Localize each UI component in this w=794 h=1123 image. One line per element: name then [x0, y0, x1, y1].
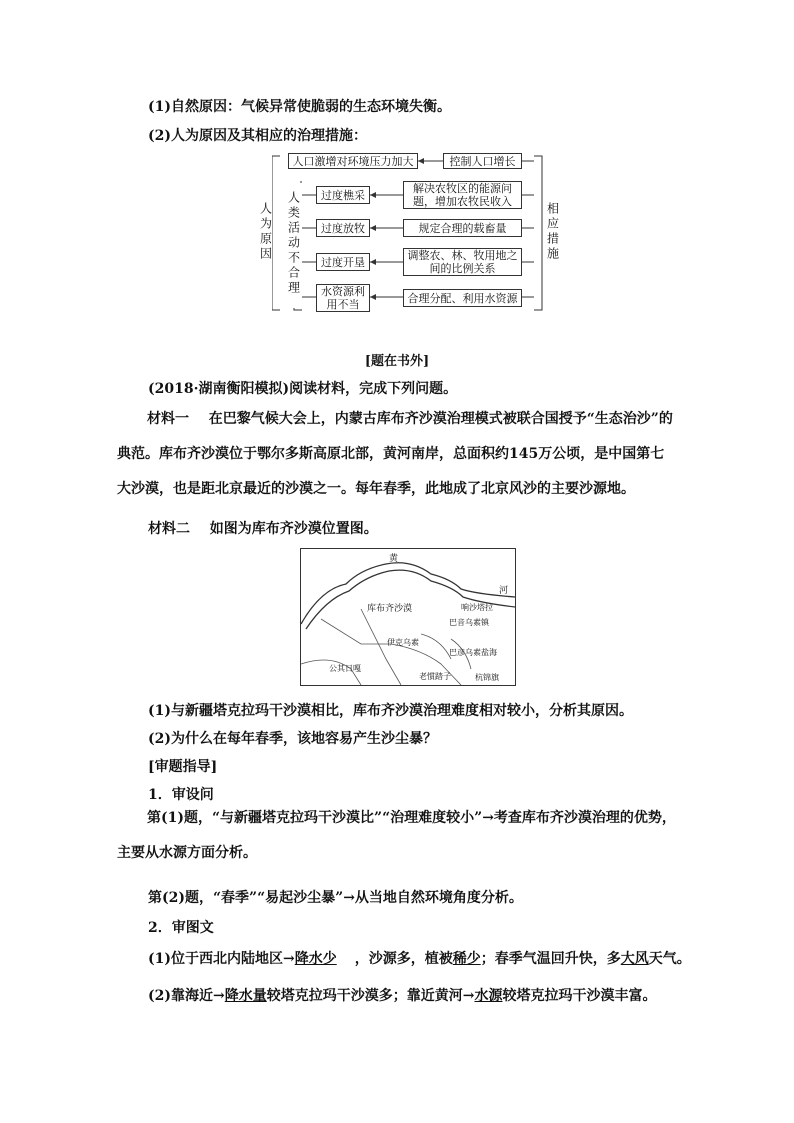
map-label-g: 杭锦旗 [475, 673, 499, 682]
map-label-c: 伊克乌素 [387, 638, 419, 647]
underlined-answer: 降水量 [224, 988, 267, 1004]
text-segment: 天气。 [648, 951, 691, 967]
text-segment: (1)位于西北内陆地区→ [148, 951, 295, 967]
guide-2-line-2 [148, 985, 656, 1005]
cause-box: 过度放牧 [316, 219, 370, 237]
underlined-answer: 稀少 [452, 951, 481, 967]
guide-2-title: 2．审图文 [148, 920, 214, 936]
guide-1-paragraph-2: 第(2)题，“春季”“易起沙尘暴”→从当地自然环境角度分析。 [148, 890, 523, 906]
map-label-desert: 库布齐沙漠 [367, 604, 413, 614]
guide-title: [审题指导] [148, 759, 218, 775]
measure-box: 规定合理的载畜量 [403, 219, 522, 237]
material-one-text: 在巴黎气候大会上，内蒙古库布齐沙漠治理模式被联合国授予“生态治沙”的典范。库布齐沙漠位于鄂尔多斯高原北部，黄河南岸，总面积约145万公顷，是中国第七大沙漠，也是距北京最近的沙漠之一。每年春季，此地成了北京风沙的主要沙源地。 [117, 411, 673, 497]
cause-box: 过度开垦 [316, 253, 370, 271]
intro-line: (2018·湖南衡阳模拟)阅读材料，完成下列问题。 [148, 381, 458, 397]
human-cause-label: 人为原因 [258, 152, 272, 312]
guide-1-title: 1．审设问 [148, 787, 214, 803]
guide-1-paragraph-1: 第(1)题，“与新疆塔克拉玛干沙漠比”“治理难度较小”→考查库布齐沙漠治理的优势，主要从水源方面分析。 [117, 810, 676, 861]
population-control-box: 控制人口增长 [443, 153, 522, 169]
text-segment: 较塔克拉玛干沙漠丰富。 [502, 988, 657, 1004]
question-1: (1)与新疆塔克拉玛干沙漠相比，库布齐沙漠治理难度相对较小，分析其原因。 [148, 703, 633, 719]
cause-box: 水资源利用不当 [316, 284, 370, 312]
material-two-label: 材料二 [148, 521, 190, 537]
section-title: [题在书外] [364, 354, 430, 369]
human-cause-heading: (2)人为原因及其相应的治理措施： [148, 128, 367, 144]
population-pressure-box: 人口激增对环境压力加大 [288, 153, 418, 169]
cause-measure-flowchart [258, 152, 562, 314]
material-two-text: 如图为库布齐沙漠位置图。 [209, 521, 378, 537]
underlined-answer: 水源 [474, 988, 503, 1004]
map-label-a: 响沙塔拉 [461, 603, 493, 612]
text-segment: (2)靠海近→ [148, 988, 225, 1004]
underlined-answer: 大风 [620, 951, 649, 967]
map-label-river-1: 黄 [389, 554, 399, 564]
underlined-answer: 降水少 [294, 951, 337, 967]
measure-box: 调整农、林、牧用地之间的比例关系 [403, 248, 522, 276]
map-label-b: 巴音乌素镇 [449, 618, 489, 627]
unreasonable-activity-label: 人类活动不合理 [286, 178, 300, 308]
natural-cause-line: (1)自然原因：气候异常使脆弱的生态环境失衡。 [148, 99, 451, 115]
material-one-label: 材料一 [147, 411, 189, 427]
desert-location-map [300, 548, 516, 686]
measure-box: 合理分配、利用水资源 [403, 289, 522, 307]
text-segment: ，沙源多，植被 [354, 951, 453, 967]
measures-label: 相应措施 [544, 152, 560, 312]
cause-box: 过度樵采 [316, 186, 370, 204]
text-segment: 较塔克拉玛干沙漠多；靠近黄河→ [266, 988, 475, 1004]
map-label-e: 公其日嘎 [329, 664, 361, 673]
map-label-f: 老惯踏子 [419, 672, 451, 681]
text-segment: ；春季气温回升快，多 [480, 951, 621, 967]
material-two [148, 518, 378, 538]
material-one [117, 402, 677, 507]
measure-box: 解决农牧区的能源问题，增加农牧民收入 [403, 181, 522, 209]
guide-2-line-1 [148, 948, 691, 968]
question-2: (2)为什么在每年春季，该地容易产生沙尘暴？ [148, 731, 437, 747]
map-label-d: 巴彦乌素盐海 [449, 648, 497, 657]
map-label-river-2: 河 [499, 586, 509, 596]
